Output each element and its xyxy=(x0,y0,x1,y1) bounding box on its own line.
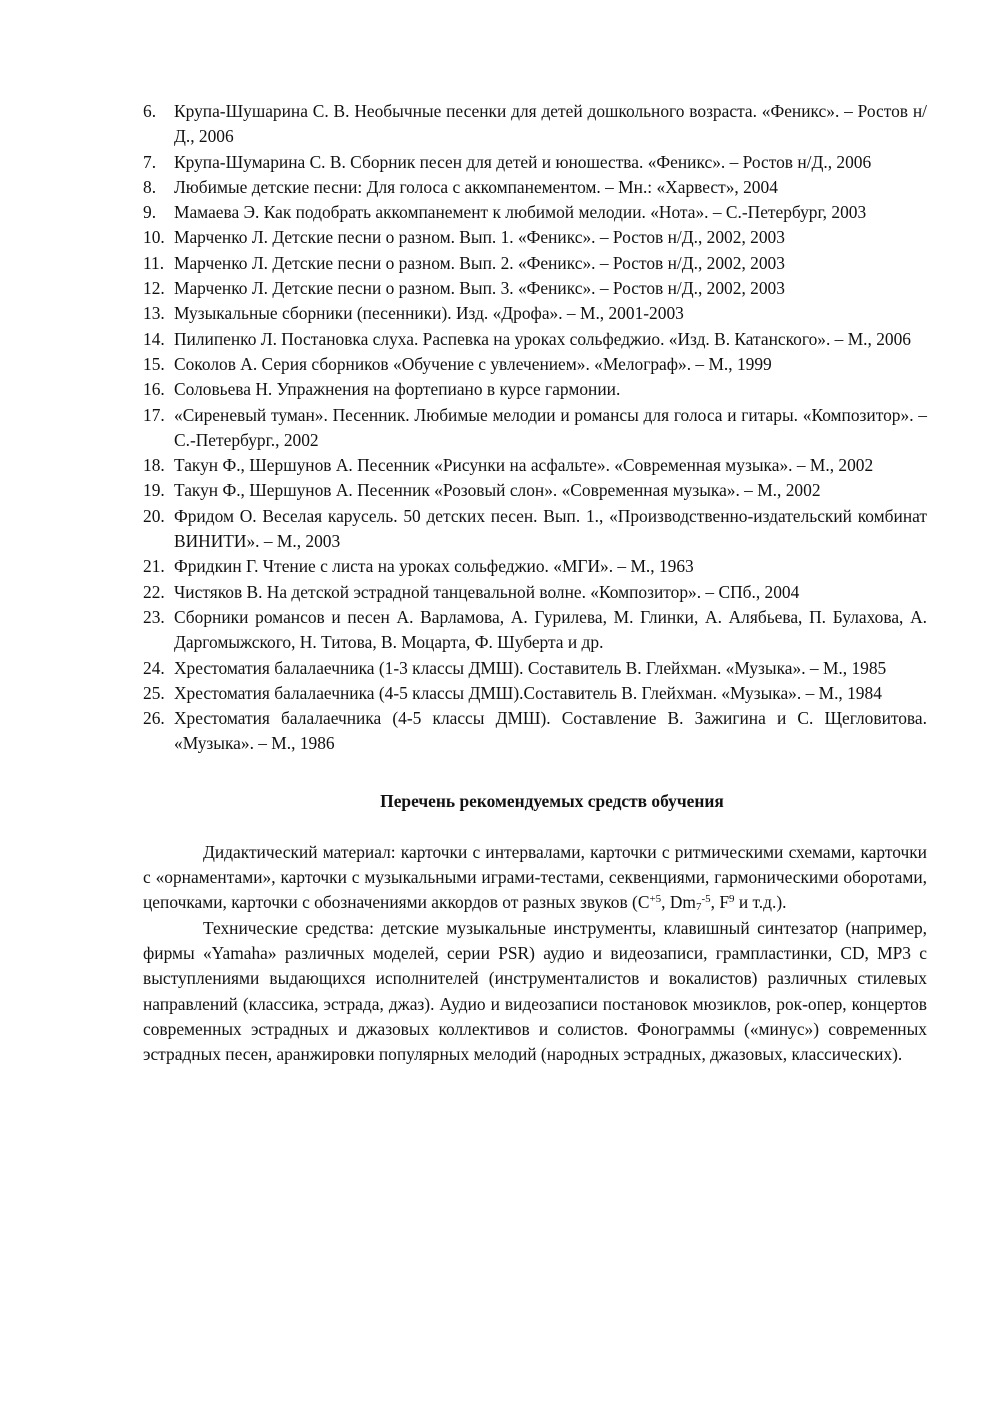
reference-item xyxy=(143,276,927,301)
reference-number: 25. xyxy=(143,682,165,703)
reference-text: Соловьева Н. Упражнения на фортепиано в курсе гармонии. xyxy=(174,379,621,400)
reference-item xyxy=(143,352,927,377)
reference-item xyxy=(143,99,927,150)
reference-item xyxy=(143,554,927,579)
reference-text: Пилипенко Л. Постановка слуха. Распевка на уроках сольфеджио. «Изд. В. Катанского». – М., 2006 xyxy=(174,328,911,349)
reference-number: 15. xyxy=(143,353,165,374)
reference-text: Хрестоматия балалаечника (4-5 классы ДМШ).Составитель В. Глейхман. «Музыка». – М., 1984 xyxy=(174,682,882,703)
reference-item xyxy=(143,150,927,175)
reference-text: Мамаева Э. Как подобрать аккомпанемент к любимой мелодии. «Нота». – С.-Петербург, 2003 xyxy=(174,202,867,223)
reference-number: 19. xyxy=(143,480,165,501)
reference-number: 12. xyxy=(143,278,165,299)
reference-number: 23. xyxy=(143,606,165,627)
reference-text: Фридом О. Веселая карусель. 50 детских песен. Вып. 1., «Производственно-издательский комбинат ВИНИТИ». – М., 2003 xyxy=(174,505,927,552)
reference-text: Марченко Л. Детские песни о разном. Вып. 3. «Феникс». – Ростов н/Д., 2002, 2003 xyxy=(174,278,785,299)
reference-item xyxy=(143,605,927,656)
reference-item xyxy=(143,200,927,225)
reference-text: Хрестоматия балалаечника (1-3 классы ДМШ). Составитель В. Глейхман. «Музыка». – М., 1985 xyxy=(174,657,887,678)
chord-dm7-b5 xyxy=(670,892,711,912)
reference-number: 22. xyxy=(143,581,165,602)
reference-text: Крупа-Шушарина С. В. Необычные песенки для детей дошкольного возраста. «Феникс». – Ростов н/Д., 2006 xyxy=(174,101,927,147)
reference-item xyxy=(143,251,927,276)
reference-number: 24. xyxy=(143,657,165,678)
reference-number: 26. xyxy=(143,708,165,729)
reference-text: Такун Ф., Шершунов А. Песенник «Розовый слон». «Современная музыка». – М., 2002 xyxy=(174,480,821,501)
reference-text: Хрестоматия балалаечника (4-5 классы ДМШ). Составление В. Зажигина и С. Щегловитова. «Музыка». – М., 1986 xyxy=(174,708,927,754)
reference-item xyxy=(143,175,927,200)
reference-number: 18. xyxy=(143,455,165,476)
reference-number: 10. xyxy=(143,227,165,248)
section-heading: Перечень рекомендуемых средств обучения xyxy=(380,790,724,811)
reference-item xyxy=(143,403,927,454)
reference-text: Фридкин Г. Чтение с листа на уроках сольфеджио. «МГИ». – М., 1963 xyxy=(174,556,694,577)
technical-means-paragraph: Технические средства: детские музыкальные инструменты, клавишный синтезатор (например, фирмы «Yamaha» различных моделей, серии PSR) аудио и видеозаписи, грампластинки, CD, MP3 с выступлениями выдающихся исполнителей (инструменталистов и вокалистов) различных стилевых направлений (классика, эстрада, джаз). Аудио и видеозаписи постановок мюзиклов, рок-опер, концертов современных эстрадных и джазовых коллективов и солистов. Фонограммы («минус») современных эстрадных песен, аранжировки популярных мелодий (народных эстрадных, джазовых, классических). xyxy=(143,917,927,1065)
reference-text: Соколов А. Серия сборников «Обучение с увлечением». «Мелограф». – М., 1999 xyxy=(174,353,772,374)
reference-number: 7. xyxy=(143,151,157,172)
reference-text: Крупа-Шумарина С. В. Сборник песен для детей и юношества. «Феникс». – Ростов н/Д., 2006 xyxy=(174,151,872,172)
chord-base: C xyxy=(637,892,650,913)
chord-f9 xyxy=(719,892,734,912)
reference-list xyxy=(143,99,927,757)
reference-item xyxy=(143,301,927,326)
reference-item xyxy=(143,580,927,605)
didactic-text: Дидактический материал: карточки с интервалами, карточки с ритмическими схемами, карточки с «орнаментами», карточки с музыкальными играми-тестами, секвенциями, гармоническими оборотами, цепочками, карточки с обозначениями аккордов от разных звуков ( xyxy=(143,841,927,913)
separator: , xyxy=(710,892,720,913)
reference-number: 9. xyxy=(143,202,157,223)
reference-number: 11. xyxy=(143,252,165,273)
reference-item xyxy=(143,453,927,478)
chord-superscript: -5 xyxy=(701,893,711,906)
reference-item xyxy=(143,327,927,352)
reference-text: Музыкальные сборники (песенники). Изд. «Дрофа». – М., 2001-2003 xyxy=(174,303,684,324)
reference-item xyxy=(143,656,927,681)
reference-number: 16. xyxy=(143,379,165,400)
reference-item xyxy=(143,681,927,706)
reference-item xyxy=(143,706,927,757)
reference-item xyxy=(143,377,927,402)
chord-c-aug xyxy=(638,892,661,912)
chord-subscript: 7 xyxy=(695,901,702,914)
reference-text: Такун Ф., Шершунов А. Песенник «Рисунки на асфальте». «Современная музыка». – М., 2002 xyxy=(174,455,874,476)
reference-text: Марченко Л. Детские песни о разном. Вып. 1. «Феникс». – Ростов н/Д., 2002, 2003 xyxy=(174,227,785,248)
reference-number: 13. xyxy=(143,303,165,324)
reference-number: 17. xyxy=(143,404,165,425)
reference-text: «Сиреневый туман». Песенник. Любимые мелодии и романсы для голоса и гитары. «Композитор». – С.-Петербург., 2002 xyxy=(174,404,927,450)
separator: , xyxy=(661,892,670,913)
chord-superscript: +5 xyxy=(649,893,662,906)
reference-number: 6. xyxy=(143,101,157,121)
chord-superscript: 9 xyxy=(729,893,735,906)
reference-text: Сборники романсов и песен А. Варламова, А. Гурилева, М. Глинки, А. Алябьева, П. Булахова, А. Даргомыжского, Н. Титова, В. Моцарта, Ф. Шуберта и др. xyxy=(174,606,927,653)
chord-base: F xyxy=(719,892,730,913)
didactic-text-end: и т.д.). xyxy=(734,892,787,913)
reference-number: 14. xyxy=(143,328,165,349)
reference-number: 21. xyxy=(143,556,165,577)
chord-base: Dm xyxy=(669,892,696,913)
document-page xyxy=(143,99,927,1067)
reference-item xyxy=(143,504,927,555)
didactic-material-paragraph xyxy=(143,840,927,916)
reference-number: 8. xyxy=(143,176,157,197)
reference-number: 20. xyxy=(143,505,165,526)
reference-item xyxy=(143,225,927,250)
reference-text: Чистяков В. На детской эстрадной танцевальной волне. «Композитор». – СПб., 2004 xyxy=(174,581,800,602)
reference-text: Марченко Л. Детские песни о разном. Вып. 2. «Феникс». – Ростов н/Д., 2002, 2003 xyxy=(174,252,785,273)
reference-item xyxy=(143,478,927,503)
reference-text: Любимые детские песни: Для голоса с аккомпанементом. – Мн.: «Харвест», 2004 xyxy=(174,176,778,197)
